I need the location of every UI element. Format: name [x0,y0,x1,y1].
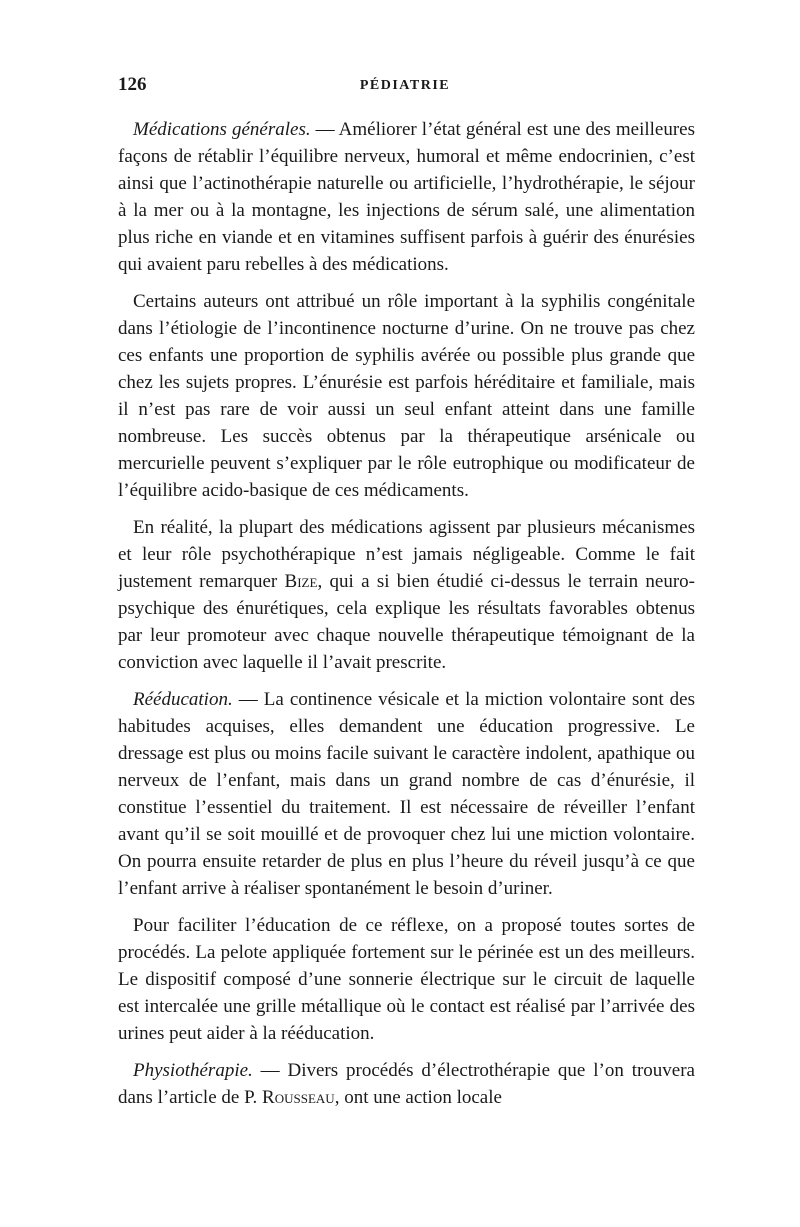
paragraph-medications-generales [118,116,695,278]
paragraph-text: En réalité, la plupart des médications agissent par plusieurs mécanismes et leur rôle psychothérapique n’est jamais négligeable. Comme le fait justement remarquer [118,517,695,592]
author-name: Rousseau [262,1087,335,1108]
author-name: Bize [284,571,318,592]
body-text [118,116,695,1121]
paragraph-text: — Améliorer l’état général est une des meilleures façons de rétablir l’équilibre nerveux, humoral et même endocrinien, c’est ainsi que l’actinothérapie naturelle ou artificielle, l’hydrothérapie, le séjour à la mer ou à la montagne, les injections de sérum salé, une alimentation plus riche en viande et en vitamines suffisent parfois à guérir des énurésies qui avaient paru rebelles à des médications. [118,119,696,275]
page-number: 126 [118,74,147,95]
paragraph-text: — La continence vésicale et la miction volontaire sont des habitudes acquises, elles demandent une éducation progressive. Le dressage est plus ou moins facile suivant le caractère indolent, apathique ou nerveux de l’enfant, mais dans un grand nombre de cas d’énurésie, il constitue l’essentiel du traitement. Il est nécessaire de réveiller l’enfant avant qu’il se soit mouillé et de provoquer chez lui une miction volontaire. On pourra ensuite retarder de plus en plus l’heure du réveil jusqu’à ce que l’enfant arrive à réaliser spontanément le besoin d’uriner. [118,689,695,899]
paragraph-text: Pour faciliter l’éducation de ce réflexe, on a proposé toutes sortes de procédés. La pelote appliquée fortement sur le périnée est un des meilleurs. Le dispositif composé d’une sonnerie électrique sur le circuit de laquelle est intercalée une grille métallique où le contact est réalisé par l’arrivée des urines peut aider à la rééducation. [118,915,695,1044]
paragraph-en-realite [118,514,695,676]
section-lead-medications-generales: Médications générales. [133,119,311,140]
running-head: PÉDIATRIE [359,78,451,93]
paragraph-text: Certains auteurs ont attribué un rôle important à la syphilis congénitale dans l’étiologie de l’incontinence nocturne d’urine. On ne trouve pas chez ces enfants une proportion de syphilis avérée ou possible plus grande que chez les sujets propres. L’énurésie est parfois héréditaire et familiale, mais il n’est pas rare de voir aussi un seul enfant atteint dans une famille nombreuse. Les succès obtenus par la thérapeutique arsénicale ou mercurielle peuvent s’expliquer par le rôle eutrophique ou modificateur de l’équilibre acido-basique de ces médicaments. [118,291,695,501]
paragraph-reeducation [118,686,695,902]
paragraph-text: — Divers procédés d’électrothérapie que l’on trouvera dans l’article de P. [118,1060,695,1108]
paragraph-text: , qui a si bien étudié ci-dessus le terrain neuro-psychique des énurétiques, cela explique les résultats favorables obtenus par leur promoteur avec chaque nouvelle thérapeutique témoignant de la conviction avec laquelle il l’avait prescrite. [118,571,695,673]
page-header [118,74,692,104]
section-lead-reeducation: Rééducation. [133,689,233,710]
section-lead-physiotherapie: Physiothérapie. [133,1060,253,1081]
paragraph-physiotherapie [118,1057,695,1111]
paragraph-procedes [118,912,695,1047]
paragraph-syphilis [118,288,695,504]
paragraph-text: , ont une action locale [334,1087,502,1108]
